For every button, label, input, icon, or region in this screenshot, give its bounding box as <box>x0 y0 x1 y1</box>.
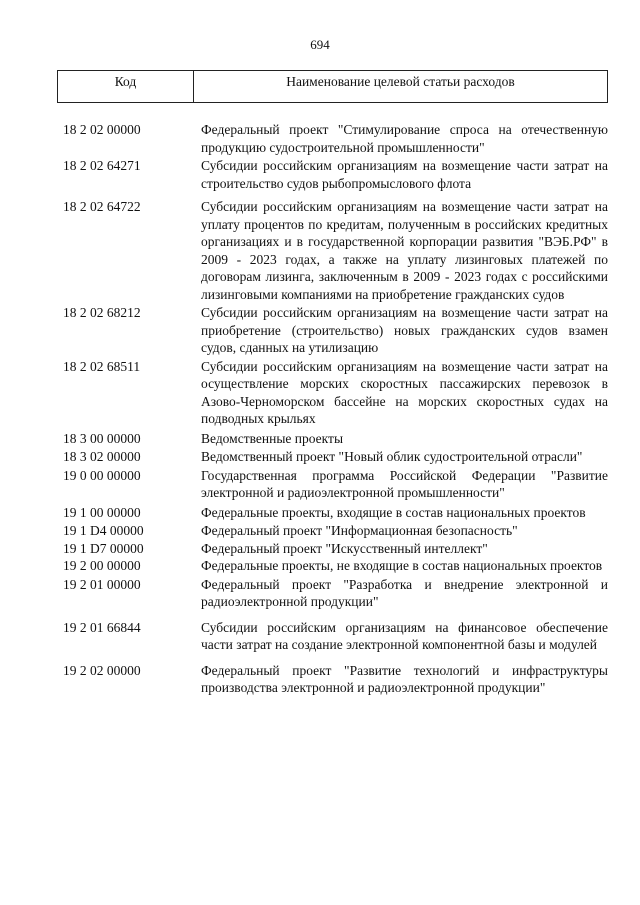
row-name: Федеральный проект "Искусственный интеллект" <box>201 540 488 556</box>
column-header-name: Наименование целевой статьи расходов <box>286 74 515 89</box>
column-header-code: Код <box>58 71 194 102</box>
row-name: Федеральные проекты, не входящие в состав национальных проектов <box>201 558 603 573</box>
table-row <box>63 540 608 558</box>
row-name: Ведомственные проекты <box>201 430 344 446</box>
table-row <box>63 557 608 575</box>
row-code: 19 0 00 00000 <box>63 467 141 483</box>
row-code: 18 2 02 64722 <box>63 199 141 214</box>
row-code: 18 3 00 00000 <box>63 430 141 446</box>
row-name: Субсидии российским организациям на финансовое обеспечение части затрат на создание электронной компонентной базы и модулей <box>201 619 608 652</box>
table-row <box>63 448 608 466</box>
table-row <box>63 121 608 156</box>
row-name: Федеральный проект "Развитие технологий и инфраструктуры производства электронной и радиоэлектронной продукции" <box>201 662 608 695</box>
row-code: 18 2 02 64271 <box>63 158 141 173</box>
table-row <box>63 576 608 611</box>
row-code: 19 1 D7 00000 <box>63 540 144 556</box>
table-row <box>63 504 608 522</box>
expense-items-list <box>63 121 608 697</box>
table-row <box>63 619 608 654</box>
table-header <box>57 70 608 103</box>
row-name: Субсидии российским организациям на возмещение части затрат на приобретение (строительство) новых гражданских судов взамен судов, сданных на утилизацию <box>201 305 608 355</box>
table-row <box>63 157 608 192</box>
table-row <box>63 304 608 357</box>
row-name: Федеральные проекты, входящие в состав национальных проектов <box>201 504 586 520</box>
table-row <box>63 198 608 303</box>
row-code: 18 2 02 00000 <box>63 122 141 137</box>
row-name: Федеральный проект "Разработка и внедрение электронной и радиоэлектронной продукции" <box>201 576 608 609</box>
row-name: Федеральный проект "Информационная безопасность" <box>201 523 518 538</box>
table-row <box>63 467 608 502</box>
row-code: 19 2 01 66844 <box>63 619 141 635</box>
table-row <box>63 358 608 428</box>
row-code: 19 1 D4 00000 <box>63 523 144 538</box>
table-row <box>63 662 608 697</box>
row-name: Федеральный проект "Стимулирование спроса на отечественную продукцию судостроительной промышленности" <box>201 122 608 155</box>
row-name: Субсидии российским организациям на возмещение части затрат на уплату процентов по кредитам, полученным в российских кредитных организациях и в государственной корпорации развития "ВЭБ.РФ" в 2009 - 2023 годах, а также на уплату лизинговых платежей по договорам лизинга, заключенным в 2009 - 2023 годах с российскими лизинговыми компаниями на приобретение гражданских судов <box>201 199 608 302</box>
row-code: 19 2 01 00000 <box>63 576 141 592</box>
row-code: 18 3 02 00000 <box>63 449 141 464</box>
table-row <box>63 430 608 448</box>
row-name: Субсидии российским организациям на возмещение части затрат на строительство судов рыбопромыслового флота <box>201 158 608 191</box>
row-code: 18 2 02 68212 <box>63 305 141 320</box>
row-code: 19 2 02 00000 <box>63 662 141 678</box>
page-number: 694 <box>310 37 330 52</box>
row-name: Субсидии российским организациям на возмещение части затрат на осуществление морских скоростных пассажирских перевозок в Азово-Черноморском бассейне на морских скоростных судах на подводных крыльях <box>201 358 608 426</box>
row-code: 19 1 00 00000 <box>63 504 141 520</box>
row-code: 19 2 00 00000 <box>63 558 141 573</box>
row-name: Ведомственный проект "Новый облик судостроительной отрасли" <box>201 449 583 464</box>
row-name: Государственная программа Российской Федерации "Развитие электронной и радиоэлектронной промышленности" <box>201 467 608 500</box>
row-code: 18 2 02 68511 <box>63 358 141 374</box>
table-row <box>63 522 608 540</box>
